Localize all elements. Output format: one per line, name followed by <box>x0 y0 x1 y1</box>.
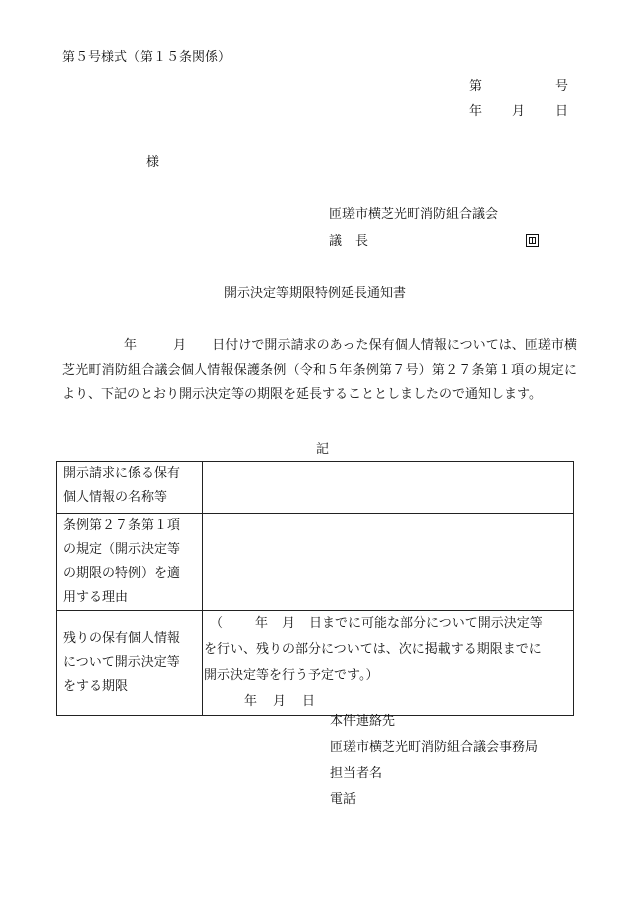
row2-label-line: 条例第２７条第１項 <box>63 518 181 533</box>
deadline-year: 年 <box>244 694 258 709</box>
row1-label-line: 個人情報の名称等 <box>63 490 168 505</box>
row3-year: 年 <box>255 616 269 631</box>
row3-content-line <box>204 611 573 637</box>
row3-label-line: をする期限 <box>63 679 129 694</box>
seal-icon <box>526 234 539 247</box>
table-row <box>57 462 574 514</box>
body-year: 年 <box>124 338 138 353</box>
row3-content-line: 開示決定等を行う予定です。） <box>204 668 379 683</box>
body-text: 日付けで開示請求のあった保有個人情報については、匝瑳市横芝光町消防組合議会個人情報保護条例（令和５年条例第７号）第２７条第１項の規定により、下記のとおり開示決定等の期限を延長することとしましたので通知します。 <box>62 338 577 402</box>
contact-heading: 本件連絡先 <box>330 714 396 729</box>
row3-month: 月 <box>282 616 296 631</box>
recipient-suffix: 様 <box>146 155 160 170</box>
date-month-label: 月 <box>512 104 526 119</box>
details-table <box>56 461 574 716</box>
sender-title: 議 長 <box>329 234 369 249</box>
row2-label-line: の規定（開示決定等 <box>63 542 181 557</box>
sender-organization: 匝瑳市横芝光町消防組合議会 <box>329 207 499 222</box>
open-paren: （ <box>210 616 224 631</box>
seal-mark <box>526 234 539 251</box>
row3-content-line: を行い、残りの部分については、次に掲載する期限までに <box>204 642 542 657</box>
ref-number-suffix: 号 <box>555 79 569 94</box>
body-paragraph <box>62 334 577 408</box>
row1-label-line: 開示請求に係る保有 <box>63 466 181 481</box>
table-row <box>57 514 574 611</box>
ref-number-prefix: 第 <box>469 79 483 94</box>
row1-value-cell <box>203 462 574 514</box>
row3-label-line: 残りの保有個人情報 <box>63 631 181 646</box>
contact-phone-label: 電話 <box>330 792 357 807</box>
table-row <box>57 611 574 716</box>
row2-label-line: の期限の特例）を適 <box>63 566 181 581</box>
row1-label-cell <box>57 462 203 514</box>
body-month: 月 <box>173 338 187 353</box>
deadline-month: 月 <box>273 694 287 709</box>
row2-label-line: 用する理由 <box>63 590 129 605</box>
row3-label-line: について開示決定等 <box>63 655 180 670</box>
row3-line1: 日までに可能な部分について開示決定等 <box>309 616 543 631</box>
date-day-label: 日 <box>555 104 569 119</box>
date-year-label: 年 <box>469 104 483 119</box>
row3-value-cell <box>203 611 574 716</box>
document-title: 開示決定等期限特例延長通知書 <box>224 286 407 301</box>
ki-label: 記 <box>316 442 330 457</box>
deadline-day: 日 <box>302 694 316 709</box>
form-label: 第５号様式（第１５条関係） <box>62 50 232 65</box>
contact-person-label: 担当者名 <box>330 766 383 781</box>
row2-value-cell <box>203 514 574 611</box>
row3-label-cell <box>57 611 203 716</box>
row2-label-cell <box>57 514 203 611</box>
row3-deadline-line <box>204 689 573 715</box>
contact-office: 匝瑳市横芝光町消防組合議会事務局 <box>330 740 539 755</box>
